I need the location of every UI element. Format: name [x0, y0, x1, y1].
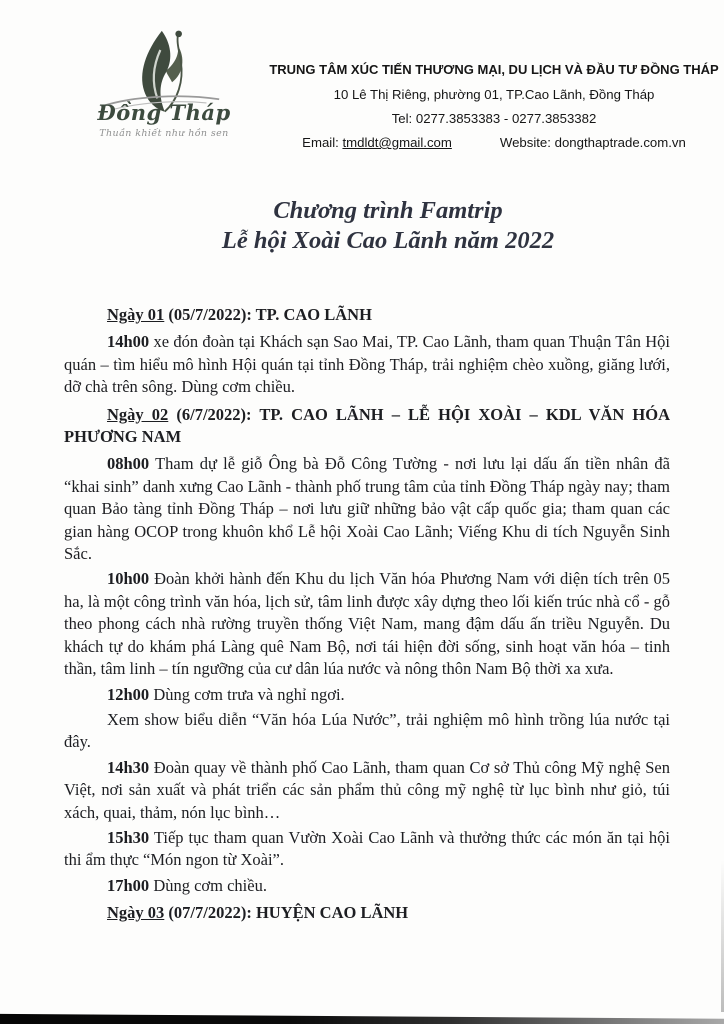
time-label: 17h00 [107, 875, 150, 895]
logo-wordmark: Đồng Tháp [97, 100, 231, 125]
letterhead [268, 62, 720, 150]
day-heading-rest: (6/7/2022): TP. CAO LÃNH – LỄ HỘI XOÀI – KDL VĂN HÓA PHƯƠNG NAM [64, 404, 671, 447]
day-label: Ngày 02 [107, 404, 169, 424]
website-label: Website: [499, 135, 551, 150]
paragraph-text: Tiếp tục tham quan Vườn Xoài Cao Lãnh và thưởng thức các món ăn tại hội thi ẩm thực “Món ngon từ Xoài”. [64, 827, 670, 870]
schedule-paragraph [64, 757, 670, 824]
schedule-day-heading [64, 902, 670, 924]
document-title [64, 196, 712, 256]
day-label: Ngày 01 [107, 305, 165, 324]
time-label: 15h30 [107, 827, 150, 847]
website-url: dongthaptrade.com.vn [554, 135, 686, 150]
paragraph-text: Dùng cơm trưa và nghỉ ngơi. [149, 684, 345, 704]
schedule-paragraph [64, 331, 670, 398]
paragraph-text: Dùng cơm chiều. [149, 875, 267, 895]
time-label: 12h00 [107, 684, 150, 704]
org-name: TRUNG TÂM XÚC TIẾN THƯƠNG MẠI, DU LỊCH VÀ ĐẦU TƯ ĐỒNG THÁP [269, 62, 719, 77]
schedule-paragraph [64, 684, 670, 706]
paragraph-text: Xem show biểu diễn “Văn hóa Lúa Nước”, trải nghiệm mô hình trồng lúa nước tại đây. [64, 709, 670, 752]
document-title-line1: Chương trình Famtrip [273, 197, 503, 224]
schedule-blocks [64, 299, 670, 930]
org-address: 10 Lê Thị Riêng, phường 01, TP.Cao Lãnh, Đồng Tháp [333, 87, 655, 102]
logo-tagline: Thuần khiết như hồn sen [99, 128, 229, 139]
day-heading-rest: (05/7/2022): TP. CAO LÃNH [164, 305, 372, 324]
paragraph-text: Đoàn quay về thành phố Cao Lãnh, tham quan Cơ sở Thủ công Mỹ nghệ Sen Việt, nơi sản xuất và phát triển các sản phẩm thủ công mỹ nghệ từ lục bình như giỏ, túi xách, quai, thảm, nón lục bình… [64, 757, 670, 822]
time-label: 08h00 [107, 454, 150, 474]
paragraph-text: xe đón đoàn tại Khách sạn Sao Mai, TP. Cao Lãnh, tham quan Thuận Tân Hội quán – tìm hiểu mô hình Hội quán tại tỉnh Đồng Tháp, trải nghiệm chèo xuồng, giăng lưới, dỡ chà trên sông. Dùng cơm chiều. [64, 332, 670, 397]
document-title-line2: Lễ hội Xoài Cao Lãnh năm 2022 [221, 227, 555, 254]
email-pair [302, 135, 452, 150]
day-label: Ngày 03 [107, 903, 165, 923]
org-logo [82, 28, 246, 139]
paragraph-text: Tham dự lễ giỗ Ông bà Đỗ Công Tường - nơi lưu lại dấu ấn tiền nhân đã “khai sinh” danh xưng Cao Lãnh - thành phố trung tâm của tỉnh Đồng Tháp ngày nay; tham quan Bảo tàng tỉnh Đồng Tháp – nơi lưu giữ những bảo vật cấp quốc gia; tham quan các gian hàng OCOP trong khuôn khổ Lễ hội Xoài Cao Lãnh; Viếng Khu di tích Nguyễn Sinh Sắc. [64, 454, 670, 564]
schedule-paragraph [64, 453, 670, 565]
time-label: 10h00 [107, 569, 150, 589]
org-phone: Tel: 0277.3853383 - 0277.3853382 [391, 111, 597, 126]
paragraph-text: Đoàn khởi hành đến Khu du lịch Văn hóa Phương Nam với diện tích trên 05 ha, là một công trình văn hóa, lịch sử, tâm linh được xây dựng theo lối kiến trúc nhà cổ - gỗ theo phong cách nhà rường truyền thống Việt Nam, mang đậm dấu ấn triều Nguyễn. Du khách tự do khám phá Làng quê Nam Bộ, nơi tái hiện đời sống, sinh hoạt văn hóa – tinh thần, tâm linh – tín ngưỡng của cư dân lúa nước và nông thôn Nam Bộ thời xa xưa. [64, 569, 670, 679]
org-contact-row [268, 135, 720, 150]
website-pair [500, 135, 686, 150]
email-address: tmdldt@gmail.com [342, 135, 452, 150]
schedule-paragraph [64, 827, 670, 872]
schedule-paragraph [64, 709, 670, 754]
time-label: 14h00 [107, 332, 150, 352]
day-heading-rest: (07/7/2022): HUYỆN CAO LÃNH [164, 903, 409, 923]
schedule-paragraph [64, 875, 670, 897]
scan-bottom-edge [0, 1011, 724, 1024]
time-label: 14h30 [107, 757, 150, 777]
schedule-day-heading [64, 404, 670, 449]
email-label: Email: [302, 135, 339, 150]
schedule-day-heading [64, 304, 670, 326]
schedule-paragraph [64, 568, 670, 680]
